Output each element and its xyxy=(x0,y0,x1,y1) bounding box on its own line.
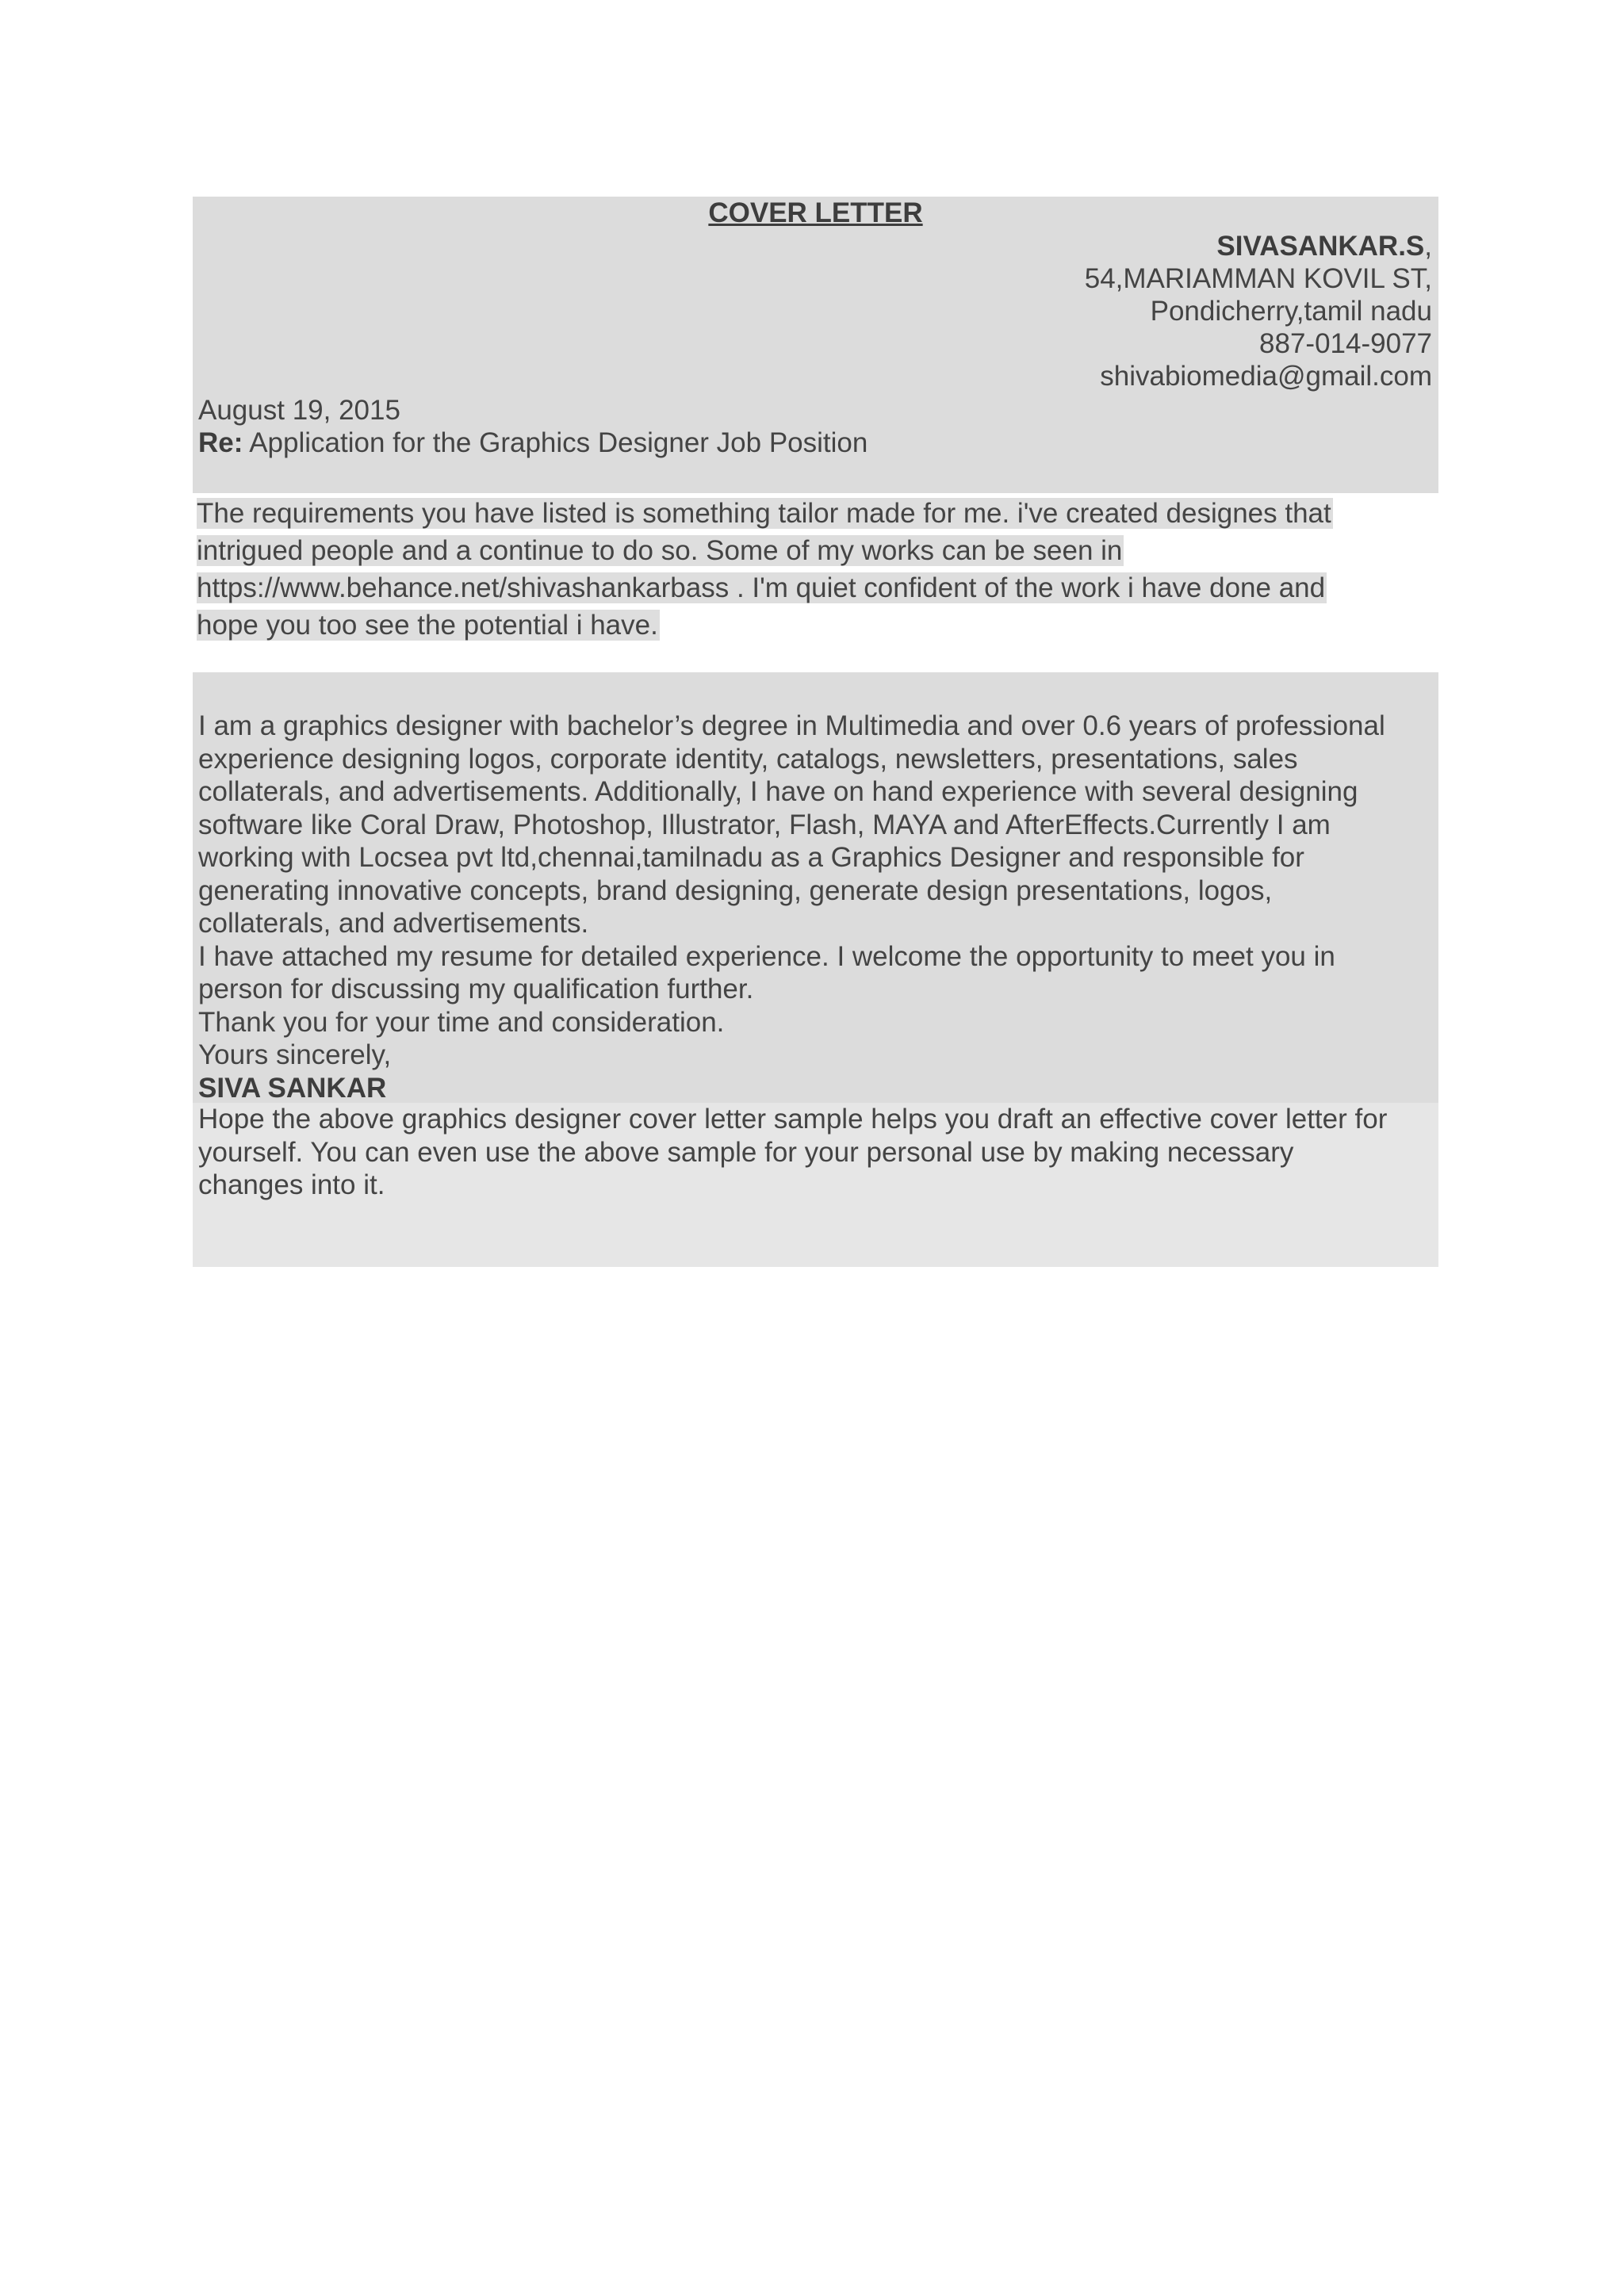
letter-date: August 19, 2015 xyxy=(198,395,400,426)
body-line: Thank you for your time and consideration. xyxy=(198,1006,725,1038)
body-line: software like Coral Draw, Photoshop, Illustrator, Flash, MAYA and AfterEffects.Currently I am xyxy=(198,809,1331,840)
document-title: COVER LETTER xyxy=(708,197,923,228)
sender-address-line1: 54,MARIAMMAN KOVIL ST, xyxy=(1084,263,1432,294)
intro-line xyxy=(197,532,1386,569)
body-line: experience designing logos, corporate identity, catalogs, newsletters, presentations, sales xyxy=(198,743,1298,775)
body-line: I am a graphics designer with bachelor’s degree in Multimedia and over 0.6 years of professional xyxy=(198,710,1385,741)
sender-phone: 887-014-9077 xyxy=(1259,328,1432,359)
intro-text: hope you too see the potential i have. xyxy=(197,610,658,641)
intro-paragraph xyxy=(197,495,1386,644)
sender-email: shivabiomedia@gmail.com xyxy=(1100,361,1432,392)
subject-text: Application for the Graphics Designer Job Position xyxy=(243,427,868,458)
letter-header xyxy=(193,197,1438,493)
letter-body xyxy=(193,672,1438,1103)
signature: SIVA SANKAR xyxy=(198,1072,387,1104)
body-line: I have attached my resume for detailed experience. I welcome the opportunity to meet you in xyxy=(198,940,1335,972)
body-line: working with Locsea pvt ltd,chennai,tamilnadu as a Graphics Designer and responsible for xyxy=(198,842,1304,873)
closing-line: changes into it. xyxy=(198,1169,385,1200)
body-line: collaterals, and advertisements. xyxy=(198,908,589,939)
intro-line xyxy=(197,495,1386,532)
body-line: person for discussing my qualification further. xyxy=(198,974,754,1004)
sender-name: SIVASANKAR.S xyxy=(1216,231,1425,262)
closing-line: yourself. You can even use the above sample for your personal use by making necessary xyxy=(198,1136,1294,1168)
body-line: collaterals, and advertisements. Additionally, I have on hand experience with several designing xyxy=(198,776,1358,807)
body-line: generating innovative concepts, brand designing, generate design presentations, logos, xyxy=(198,874,1273,906)
body-line: Yours sincerely, xyxy=(198,1039,392,1070)
closing-paragraph xyxy=(198,1103,1435,1202)
intro-text: intrigued people and a continue to do so. Some of my works can be seen in xyxy=(197,535,1123,566)
closing-line: Hope the above graphics designer cover letter sample helps you draft an effective cover letter for xyxy=(198,1104,1388,1135)
sender-name-line xyxy=(1085,230,1432,262)
subject-line xyxy=(198,427,868,459)
sender-address-line2: Pondicherry,tamil nadu xyxy=(1150,296,1432,327)
intro-text: The requirements you have listed is something tailor made for me. i've created designes that xyxy=(197,498,1331,529)
subject-label: Re: xyxy=(198,427,243,458)
body-paragraph xyxy=(198,710,1435,1104)
sender-address xyxy=(1085,230,1432,392)
intro-line xyxy=(197,569,1386,607)
intro-line xyxy=(197,607,1386,644)
closing-note xyxy=(193,1103,1438,1267)
sender-name-suffix: , xyxy=(1424,231,1432,262)
intro-text: https://www.behance.net/shivashankarbass . I'm quiet confident of the work i have done and xyxy=(197,572,1326,603)
